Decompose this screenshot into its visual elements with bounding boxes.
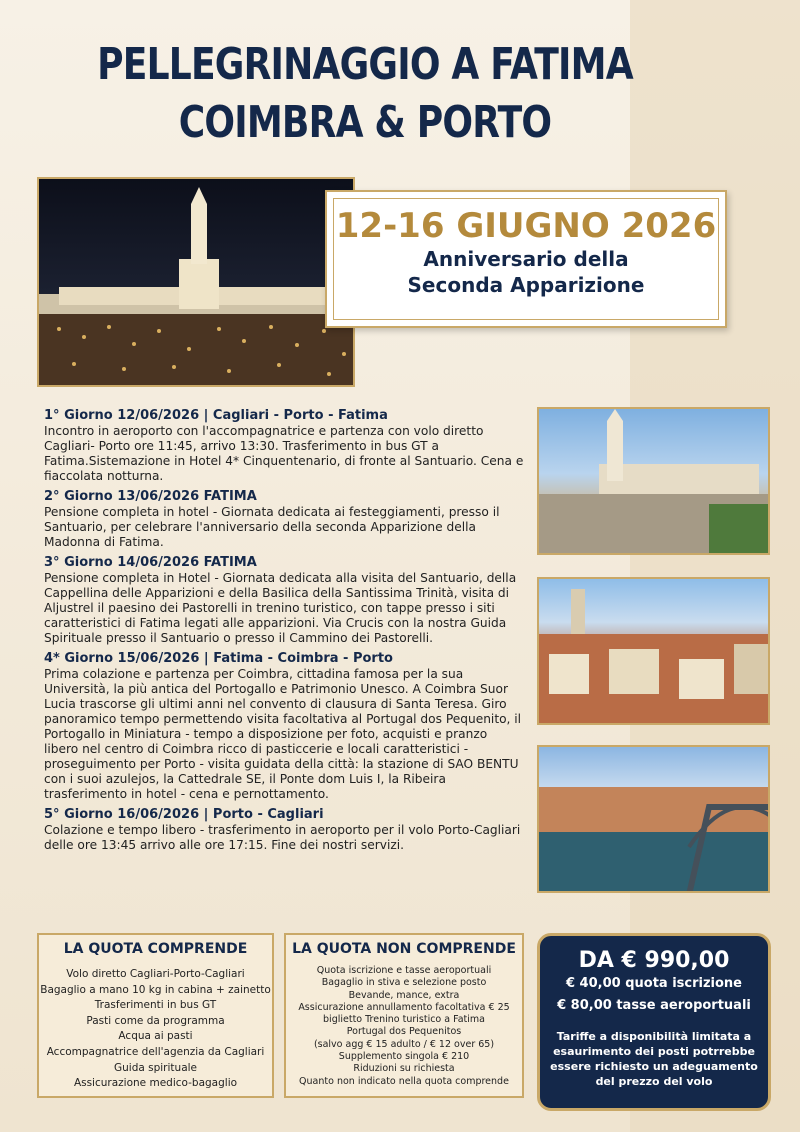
event-date-box xyxy=(325,190,727,328)
includes-list xyxy=(39,967,272,1092)
list-item: Trasferimenti in bus GT xyxy=(94,999,217,1012)
event-subtitle-line-1: Anniversario della xyxy=(423,247,629,271)
basilica-day-illustration xyxy=(539,409,770,555)
page-title xyxy=(66,36,665,152)
title-line-2: COIMBRA & PORTO xyxy=(178,97,552,148)
list-item: Supplemento singola € 210 xyxy=(338,1051,470,1063)
quota-non-comprende-box xyxy=(284,933,524,1098)
price-availability-note: Tariffe a disponibilità limitata a esaurimento dei posti potrrebbe essere richiesto un adeguamento del prezzo del volo xyxy=(550,1030,758,1088)
coimbra-city-illustration xyxy=(539,579,770,725)
day-text: Incontro in aeroporto con l'accompagnatrice e partenza con volo diretto Cagliari- Porto ore 11:45, arrivo 13:30. Trasferimento in bus GT a Fatima.Sistemazione in Hotel 4* Cinquentenario, di fronte al Santuario. Cena e fiaccolata notturna. xyxy=(44,424,524,483)
box-heading: LA QUOTA NON COMPRENDE xyxy=(292,941,516,957)
sanctuary-night-illustration xyxy=(39,179,355,387)
day-text: Pensione completa in Hotel - Giornata dedicata alla visita del Santuario, della Cappellina delle Apparizioni e della Basilica della Santissima Trinità, visita di Aljustrel il paesino dei Pastorelli in trenino turistico, con tappe presso i siti caratteristici di Fatima legati alle apparizioni. Via Crucis con la nostra Guida Spirituale presso il Santuario o presso il Cammino dei Pastorelli. xyxy=(44,571,517,645)
day-heading: 3° Giorno 14/06/2026 FATIMA xyxy=(44,555,257,570)
list-item: Quanto non indicato nella quota comprende xyxy=(299,1075,509,1087)
day-heading: 4* Giorno 15/06/2026 | Fatima - Coimbra - Porto xyxy=(44,651,393,666)
itinerary-day xyxy=(44,554,524,646)
event-subtitle-line-2: Seconda Apparizione xyxy=(407,273,645,297)
list-item: Portugal dos Pequenitos xyxy=(346,1026,462,1038)
list-item: Assicurazione medico-bagaglio xyxy=(73,1077,238,1090)
day-text: Colazione e tempo libero - trasferimento in aeroporto per il volo Porto-Cagliari delle ore 13:45 arrivo alle ore 17:15. Fine dei nostri servizi. xyxy=(44,823,521,852)
day-heading: 2° Giorno 13/06/2026 FATIMA xyxy=(44,489,257,504)
list-item: Bagaglio a mano 10 kg in cabina + zainetto xyxy=(40,983,271,996)
list-item: (salvo agg € 15 adulto / € 12 over 65) xyxy=(313,1038,495,1050)
list-item: Riduzioni su richiesta xyxy=(353,1063,455,1075)
list-item: Assicurazione annullamento facoltativa € 25 xyxy=(298,1001,510,1013)
quota-comprende-box xyxy=(37,933,274,1098)
itinerary-day xyxy=(44,650,524,802)
itinerary-day xyxy=(44,806,524,853)
box-heading: LA QUOTA COMPRENDE xyxy=(63,941,248,957)
excludes-list xyxy=(286,965,522,1088)
title-line-1: PELLEGRINAGGIO A FATIMA xyxy=(97,39,633,90)
itinerary-day xyxy=(44,488,524,550)
fatima-sanctuary-photo xyxy=(37,177,355,387)
list-item: Bagaglio in stiva e selezione posto xyxy=(321,977,487,989)
event-dates: 12-16 GIUGNO 2026 xyxy=(335,206,717,246)
list-item: Pasti come da programma xyxy=(86,1014,225,1027)
porto-river-illustration xyxy=(539,747,770,893)
day-heading: 5° Giorno 16/06/2026 | Porto - Cagliari xyxy=(44,807,324,822)
day-text: Prima colazione e partenza per Coimbra, cittadina famosa per la sua Università, la più antica del Portogallo e Patrimonio Unesco. A Coimbra Suor Lucia trascorse gli ultimi anni nel convento di clausura di Santa Teresa. Giro panoramico tempo permettendo visita facoltativa al Portugal dos Pequenito, il Portogallo in Miniatura - tempo a disposizione per foto, acquisti e pranzo libero nel centro di Coimbra ricco di pasticcerie e locali caratteristici - proseguimento per Porto - visita guidata della città: la stazione di SAO BENTU con i suoi azulejos, la Cattedrale SE, il Ponte dom Luis I, la Ribeira trasferimento in hotel - cena e pernottamento. xyxy=(44,667,522,801)
porto-photo xyxy=(537,745,770,893)
price-box xyxy=(537,933,771,1111)
coimbra-photo xyxy=(537,577,770,725)
price-registration-fee: € 40,00 quota iscrizione xyxy=(565,976,742,991)
date-box-inner-frame xyxy=(333,198,719,320)
list-item: Accompagnatrice dell'agenzia da Cagliari xyxy=(46,1045,265,1058)
price-airport-taxes: € 80,00 tasse aeroportuali xyxy=(557,998,751,1013)
day-text: Pensione completa in hotel - Giornata dedicata ai festeggiamenti, presso il Santuario, per celebrare l'anniversario della seconda Apparizione della Madonna di Fatima. xyxy=(44,505,500,549)
list-item: Bevande, mance, extra xyxy=(348,989,460,1001)
price-main: DA € 990,00 xyxy=(578,948,730,973)
itinerary xyxy=(44,407,524,857)
list-item: Quota iscrizione e tasse aeroportuali xyxy=(316,965,492,976)
itinerary-day xyxy=(44,407,524,484)
list-item: Acqua ai pasti xyxy=(118,1030,193,1043)
list-item: biglietto Trenino turistico a Fatima xyxy=(323,1014,485,1026)
list-item: Guida spirituale xyxy=(113,1061,197,1074)
day-heading: 1° Giorno 12/06/2026 | Cagliari - Porto - Fatima xyxy=(44,408,388,423)
fatima-basilica-photo xyxy=(537,407,770,555)
list-item: Volo diretto Cagliari-Porto-Cagliari xyxy=(66,968,245,980)
